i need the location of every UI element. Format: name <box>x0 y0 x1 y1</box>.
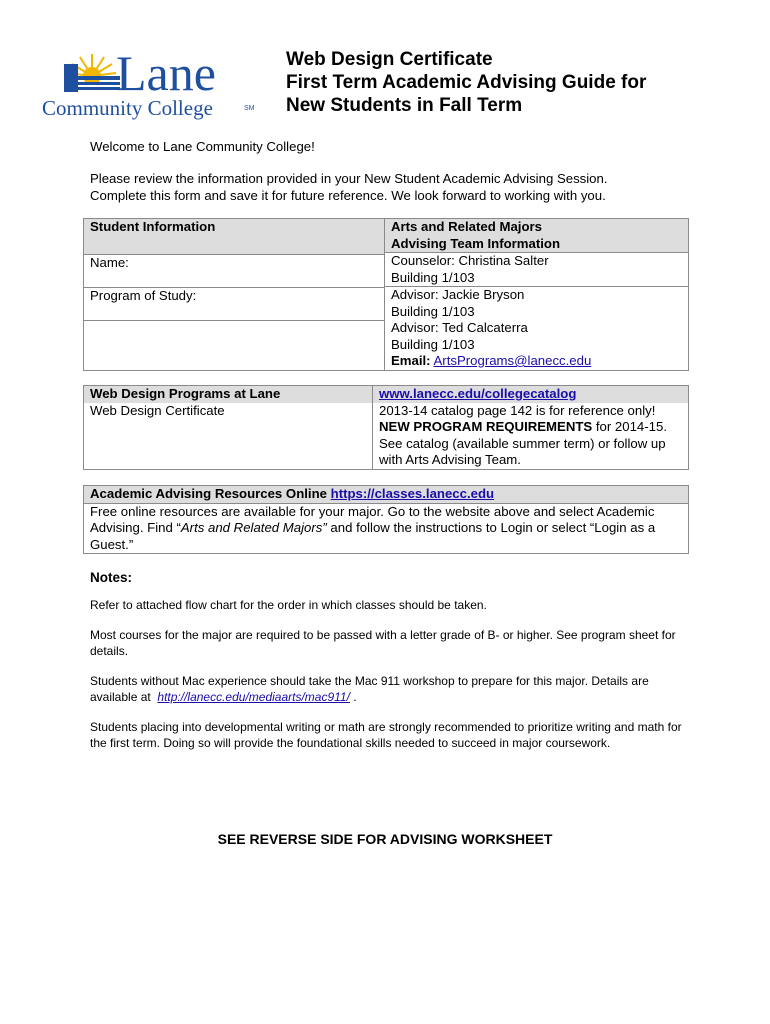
intro-section <box>90 138 730 204</box>
page-title <box>286 48 746 117</box>
advising-team-header: Arts and Related Majors Advising Team Information <box>385 219 688 253</box>
student-info-table <box>83 218 689 371</box>
counselor-info: Counselor: Christina Salter Building 1/103 <box>385 253 688 287</box>
resources-header: Academic Advising Resources Online https://classes.lanecc.edu <box>84 486 689 504</box>
classes-link[interactable]: https://classes.lanecc.edu <box>330 486 495 501</box>
resources-table <box>83 485 689 554</box>
notes-heading: Notes: <box>90 570 133 585</box>
logo-name: Lane <box>116 45 216 101</box>
advisor-2-info: Advisor: Ted Calcaterra Building 1/103 <box>391 320 528 352</box>
title-line-2: First Term Academic Advising Guide for <box>286 72 647 93</box>
catalog-link[interactable]: www.lanecc.edu/collegecatalog <box>379 386 577 401</box>
logo-subtitle: Community College <box>42 96 213 120</box>
blank-cell <box>84 320 385 370</box>
sun-icon <box>64 54 120 92</box>
note-4: Students placing into developmental writing or math are strongly recommended to prioritize writing and math for the first term. Doing so will provide the foundational skills needed to succeed in major coursework. <box>90 720 682 750</box>
note-2: Most courses for the major are required to be passed with a letter grade of B- or higher. See program sheet for details. <box>90 628 676 658</box>
program-field[interactable]: Program of Study: <box>84 287 385 320</box>
note-3: Students without Mac experience should take the Mac 911 workshop to prepare for this major. Details are available at http://lanecc.edu/mediaarts/mac911/ . <box>90 674 649 704</box>
email-link[interactable]: ArtsPrograms@lanecc.edu <box>433 353 592 368</box>
logo-service-mark: SM <box>244 105 255 112</box>
programs-table <box>83 385 689 470</box>
note-1: Refer to attached flow chart for the order in which classes should be taken. <box>90 597 487 612</box>
email-info: Email: ArtsPrograms@lanecc.edu <box>391 353 592 368</box>
advising-team-cell <box>385 219 689 371</box>
college-logo <box>40 42 270 124</box>
student-info-header: Student Information <box>84 219 385 255</box>
mac911-link[interactable]: http://lanecc.edu/mediaarts/mac911/ <box>157 689 350 704</box>
notes-section <box>90 570 690 766</box>
program-name: Web Design Certificate <box>90 402 225 418</box>
catalog-cell <box>373 386 689 470</box>
review-text-1: Please review the information provided in your New Student Academic Advising Session. <box>90 171 608 186</box>
title-line-3: New Students in Fall Term <box>286 95 523 116</box>
title-line-1: Web Design Certificate <box>286 49 493 70</box>
advisor-1-info: Advisor: Jackie Bryson Building 1/103 <box>391 287 525 319</box>
programs-header: Web Design Programs at Lane <box>84 386 372 403</box>
review-text-2: Complete this form and save it for future reference. We look forward to working with you. <box>90 188 606 203</box>
resources-text: Free online resources are available for your major. Go to the website above and select Academic Advising. Find “Arts and Related Majors” and follow the instructions to Login or select “Login as a Guest.” <box>84 503 689 554</box>
welcome-text: Welcome to Lane Community College! <box>90 139 315 154</box>
name-field[interactable]: Name: <box>84 254 385 287</box>
catalog-note: 2013-14 catalog page 142 is for reference only! NEW PROGRAM REQUIREMENTS for 2014-15. See catalog (available summer term) or follow up with Arts Advising Team. <box>379 402 667 467</box>
reverse-side-notice: SEE REVERSE SIDE FOR ADVISING WORKSHEET <box>217 831 553 847</box>
programs-cell <box>84 386 373 470</box>
